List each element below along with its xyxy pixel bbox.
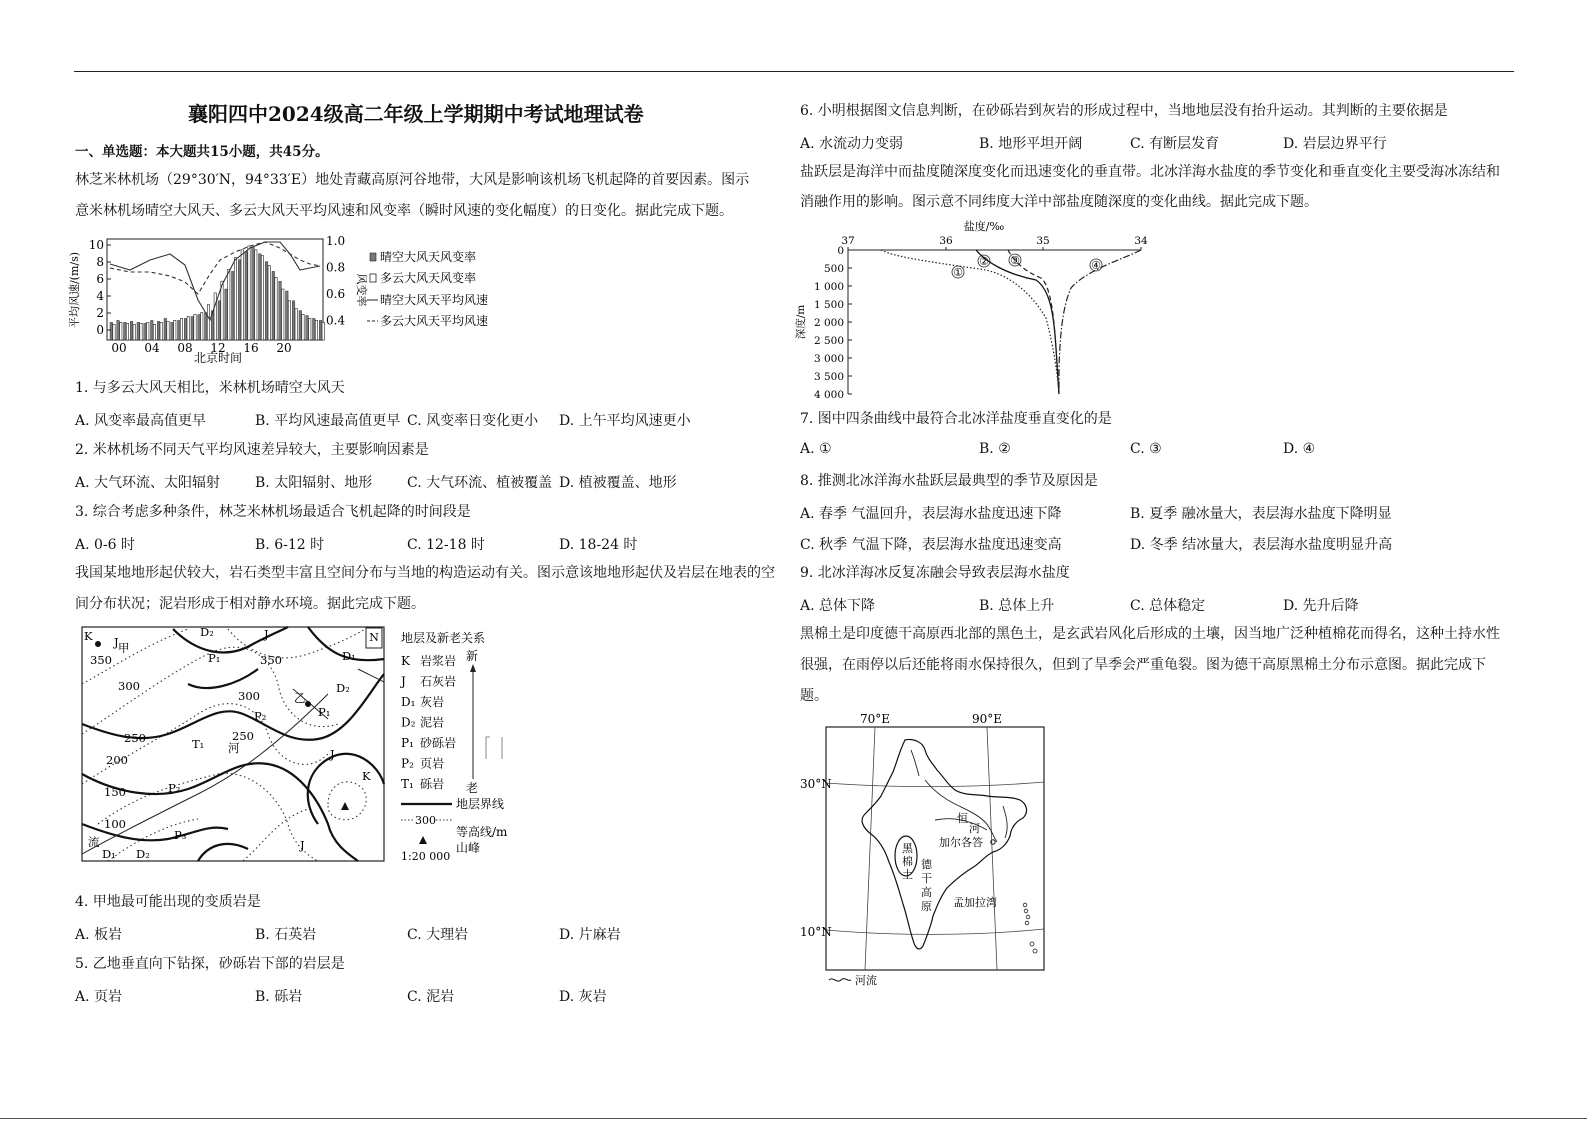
q2-stem: 2. 米林机场不同天气平均风速差异较大，主要影响因素是 [75, 442, 429, 458]
q4-option-d[interactable]: D. 片麻岩 [559, 927, 621, 943]
clear-variability-bar [171, 322, 174, 340]
north-label: N [369, 631, 379, 644]
label-bay-of-bengal: 孟加拉湾 [953, 896, 997, 909]
time-tick-label: 08 [177, 341, 193, 355]
clear-variability-bar [198, 315, 201, 340]
cloudy-variability-bar [255, 250, 257, 340]
depth-tick-label: 2 000 [813, 317, 844, 329]
map-label: 150 [104, 785, 126, 799]
map-label: J [300, 838, 305, 852]
depth-tick-label: 500 [823, 263, 844, 275]
q8-stem: 8. 推测北冰洋海水盐跃层最典型的季节及原因是 [800, 473, 1098, 489]
passage1-line1: 林芝米林机场（29°30′N，94°33′E）地处青藏高原河谷地带，大风是影响该机场飞机起降的首要因素。图示 [75, 172, 750, 188]
salinity-tick-label: 35 [1036, 235, 1050, 247]
q1-option-c[interactable]: C. 风变率日变化更小 [407, 413, 539, 429]
cloudy-variability-bar [187, 316, 189, 340]
legend-clear-variability: 晴空大风天风变率 [380, 250, 477, 264]
header-rule [74, 71, 1514, 72]
map-label: 乙 [294, 691, 306, 705]
cloudy-variability-bar [153, 324, 155, 340]
label-kolkata: 加尔各答 [939, 836, 983, 849]
label-gan: 干 [921, 872, 932, 885]
layer-name: 灰岩 [420, 695, 445, 709]
legend-title: 地层及新老关系 [401, 631, 486, 645]
page-title: 襄阳四中2024级高二年级上学期期中考试地理试卷 [188, 102, 644, 126]
cloudy-variability-bar [261, 256, 263, 340]
q2-option-a[interactable]: A. 大气环流、太阳辐射 [75, 475, 221, 491]
layer-code: P₁ [401, 736, 414, 750]
clear-variability-bar [178, 320, 181, 340]
right-tick-label: 0.4 [326, 313, 346, 328]
clear-variability-bar [191, 316, 194, 340]
map-label: 河 [228, 741, 240, 755]
cloudy-variability-bar [275, 277, 277, 340]
clear-variability-bar [110, 322, 113, 340]
map-label: 250 [232, 729, 254, 743]
cloudy-variability-bar [140, 323, 142, 340]
q1-stem: 1. 与多云大风天相比，米林机场晴空大风天 [75, 380, 345, 396]
time-tick-label: 12 [210, 341, 226, 355]
legend-contour-sample: 300 [415, 814, 436, 827]
q3-option-b[interactable]: B. 6-12 时 [255, 537, 325, 553]
depth-tick-label: 0 [837, 245, 844, 257]
q7-option-b[interactable]: B. ② [979, 441, 1011, 457]
legend-new: 新 [466, 649, 479, 663]
salinity-chart [796, 218, 1156, 404]
depth-tick-label: 4 000 [813, 389, 844, 401]
map-label: T₁ [192, 737, 205, 751]
clear-variability-bar [164, 318, 167, 340]
layer-code: D₁ [401, 695, 416, 709]
clear-variability-bar [252, 247, 255, 340]
clear-variability-bar [299, 311, 302, 340]
clear-variability-bar [259, 254, 262, 340]
q3-stem: 3. 综合考虑多种条件，林芝米林机场最适合飞机起降的时间段是 [75, 504, 471, 520]
q4-option-b[interactable]: B. 石英岩 [255, 927, 317, 943]
cloudy-variability-bar [147, 322, 149, 340]
layer-code: J [401, 674, 406, 689]
clear-variability-bar [319, 320, 322, 340]
cloudy-variability-bar [268, 266, 270, 340]
clear-variability-bar [117, 320, 120, 340]
q3-option-a[interactable]: A. 0-6 时 [75, 537, 136, 553]
map-label: J [330, 747, 335, 761]
salinity-tick-label: 34 [1134, 235, 1148, 247]
lat-10-label: 10°N [800, 925, 832, 939]
q4-stem: 4. 甲地最可能出现的变质岩是 [75, 894, 261, 910]
layer-name: 石灰岩 [420, 674, 457, 689]
india-map [800, 710, 1075, 995]
clear-variability-bar [238, 260, 241, 340]
q2-option-c[interactable]: C. 大气环流、植被覆盖 [407, 475, 553, 491]
map-label: K [84, 629, 93, 643]
q9-stem: 9. 北冰洋海冰反复冻融会导致表层海水盐度 [800, 565, 1070, 581]
cloudy-variability-bar [322, 322, 324, 340]
cloudy-variability-bar [113, 324, 115, 340]
clear-variability-bar [218, 301, 221, 340]
clear-variability-bar [151, 320, 154, 340]
map-label: 350 [90, 653, 112, 667]
cloudy-variability-bar [228, 269, 230, 340]
label-he: 河 [969, 822, 980, 835]
q1-option-a[interactable]: A. 风变率最高值更早 [75, 413, 207, 429]
clear-variability-bar [225, 289, 228, 340]
cloudy-variability-bar [133, 324, 135, 340]
section-heading: 一、单选题：本大题共15小题，共45分。 [75, 144, 329, 160]
clear-variability-bar [144, 323, 147, 340]
right-tick-label: 0.8 [326, 260, 346, 275]
q5-option-d[interactable]: D. 灰岩 [559, 989, 607, 1005]
lon-70-label: 70°E [859, 712, 891, 726]
curve-2-label: ② [979, 255, 989, 268]
q4-option-c[interactable]: C. 大理岩 [407, 927, 469, 943]
q7-option-d[interactable]: D. ④ [1283, 441, 1316, 457]
q7-stem: 7. 图中四条曲线中最符合北冰洋盐度垂直变化的是 [800, 411, 1112, 427]
cloudy-variability-bar [194, 315, 196, 340]
clear-variability-bar [306, 316, 309, 341]
passage1-line2: 意米林机场晴空大风天、多云大风天平均风速和风变率（瞬时风速的变化幅度）的日变化。据此完成下题。 [75, 203, 733, 219]
lon-90-label: 90°E [971, 712, 1003, 726]
q7-option-a[interactable]: A. ① [800, 441, 832, 457]
left-tick-label: 0 [96, 323, 104, 337]
cloudy-variability-bar [288, 301, 290, 340]
clear-variability-bar [232, 271, 235, 340]
clear-variability-bar [184, 318, 187, 340]
layer-code: T₁ [401, 777, 414, 791]
q6-option-a[interactable]: A. 水流动力变弱 [800, 136, 904, 152]
q4-option-a[interactable]: A. 板岩 [75, 927, 123, 943]
wind-chart [70, 230, 510, 370]
salinity-tick-label: 36 [939, 235, 953, 247]
label-heng: 恒 [957, 812, 968, 825]
q2-option-d[interactable]: D. 植被覆盖、地形 [559, 475, 677, 491]
cloudy-variability-bar [295, 309, 297, 340]
map-label: J [114, 635, 119, 649]
map-label: P₃ [174, 828, 187, 842]
depth-tick-label: 2 500 [813, 335, 844, 347]
depth-tick-label: 3 500 [813, 371, 844, 383]
cloudy-variability-bar [160, 322, 162, 340]
map-label: 甲 [118, 641, 130, 655]
map-label: 200 [106, 753, 128, 767]
clear-variability-bar [265, 262, 268, 340]
cloudy-variability-bar [120, 322, 122, 340]
cloudy-variability-bar [241, 250, 243, 340]
map-label: 300 [118, 679, 140, 693]
label-tu: 土 [902, 868, 913, 881]
q5-stem: 5. 乙地垂直向下钻探，砂砾岩下部的岩层是 [75, 956, 345, 972]
map-label: D₂ [200, 625, 214, 639]
legend-old: 老 [466, 781, 479, 795]
map-label: D₁ [102, 847, 116, 861]
map-label: 250 [124, 731, 146, 745]
q5-option-a[interactable]: A. 页岩 [75, 989, 123, 1005]
salinity-tick-label: 37 [841, 235, 855, 247]
variability-axis-label: 风变率 [355, 273, 368, 307]
cloudy-variability-bar [201, 313, 203, 340]
salinity-axis-label: 盐度/‰ [963, 220, 1005, 233]
layer-name: 砾岩 [420, 777, 445, 791]
layer-code: D₂ [401, 715, 416, 730]
layer-name: 砂砾岩 [420, 736, 457, 750]
label-mian: 棉 [902, 855, 913, 868]
clear-variability-bar [205, 313, 208, 340]
label-yuan: 原 [921, 900, 932, 913]
clear-variability-bar [157, 321, 160, 340]
q8-option-d[interactable]: D. 冬季 结冰量大，表层海水盐度明显升高 [1130, 537, 1393, 553]
map-label: P₂ [254, 709, 267, 723]
q9-option-d[interactable]: D. 先升后降 [1283, 598, 1359, 614]
layer-code: P₂ [401, 756, 414, 771]
cloudy-variability-bar [221, 281, 223, 340]
cloudy-variability-bar [174, 320, 176, 340]
clear-variability-bar [272, 271, 275, 340]
q3-option-d[interactable]: D. 18-24 时 [559, 537, 638, 553]
passage3-line2: 消融作用的影响。图示意不同纬度大洋中部盐度随深度的变化曲线。据此完成下题。 [800, 194, 1318, 210]
curve-4-label: ④ [1091, 259, 1101, 272]
cloudy-variability-bar [248, 246, 250, 340]
cloudy-variability-bar [315, 320, 317, 340]
legend-cloudy-speed: 多云大风天平均风速 [380, 314, 489, 328]
layer-name: 泥岩 [420, 715, 445, 730]
map-label: D₁ [342, 649, 356, 663]
q9-option-c[interactable]: C. 总体稳定 [1130, 598, 1206, 614]
q8-option-a[interactable]: A. 春季 气温回升，表层海水盐度迅速下降 [800, 506, 1062, 522]
clear-variability-bar [292, 301, 295, 340]
depth-tick-label: 3 000 [813, 353, 844, 365]
map-scale: 1:20 000 [401, 850, 451, 863]
cloudy-variability-bar [234, 258, 236, 340]
passage4-line2: 很强，在雨停以后还能将雨水保持很久，但到了旱季会严重龟裂。图为德干高原黑棉土分布示意图。据此完成下 [800, 657, 1486, 673]
label-gao: 高 [921, 886, 932, 899]
cloudy-variability-bar [126, 323, 128, 340]
map-label: 300 [238, 689, 260, 703]
cloudy-variability-bar [180, 318, 182, 340]
map-label: 350 [260, 653, 282, 667]
q6-stem: 6. 小明根据图文信息判断，在砂砾岩到灰岩的形成过程中，当地地层没有抬升运动。其判断的主要依据是 [800, 103, 1448, 119]
passage3-line1: 盐跃层是海洋中而盐度随深度变化而迅速变化的垂直带。北冰洋海水盐度的季节变化和垂直变化主要受海冰冻结和 [800, 164, 1500, 180]
right-tick-label: 1.0 [326, 234, 346, 248]
cloudy-variability-bar [207, 305, 209, 340]
q6-option-b[interactable]: B. 地形平坦开阔 [979, 136, 1083, 152]
cloudy-variability-bar [309, 318, 311, 340]
map-label: P₂ [168, 781, 181, 795]
clear-variability-bar [245, 252, 248, 340]
cloudy-variability-bar [282, 289, 284, 340]
left-tick-label: 2 [96, 306, 104, 320]
time-tick-label: 04 [144, 341, 160, 355]
map-label: D₂ [136, 847, 150, 861]
clear-variability-bar [124, 322, 127, 340]
map-label: 100 [104, 817, 126, 831]
time-tick-label: 20 [276, 341, 292, 355]
q8-option-c[interactable]: C. 秋季 气温下降，表层海水盐度迅速变高 [800, 537, 1062, 553]
left-tick-label: 6 [96, 272, 104, 286]
time-axis-label: 北京时间 [193, 351, 243, 365]
passage2-line2: 间分布状况；泥岩形成于相对静水环境。据此完成下题。 [75, 596, 425, 612]
label-hei: 黑 [902, 842, 913, 855]
q1-option-d[interactable]: D. 上午平均风速更小 [559, 413, 691, 429]
q8-option-b[interactable]: B. 夏季 融冰量大，表层海水盐度下降明显 [1130, 506, 1392, 522]
q9-option-b[interactable]: B. 总体上升 [979, 598, 1055, 614]
q2-option-b[interactable]: B. 太阳辐射、地形 [255, 475, 373, 491]
depth-tick-label: 1 000 [813, 281, 844, 293]
q6-option-d[interactable]: D. 岩层边界平行 [1283, 136, 1387, 152]
map-label: P₁ [208, 651, 221, 665]
layer-name: 页岩 [420, 756, 445, 771]
left-tick-label: 4 [96, 289, 104, 303]
passage4-line1: 黑棉土是印度德干高原西北部的黑色土，是玄武岩风化后形成的土壤，因当地广泛种植棉花而得名，这种土持水性 [800, 626, 1500, 642]
clear-variability-bar [130, 321, 133, 340]
time-tick-label: 16 [243, 341, 259, 355]
layer-code: K [401, 654, 410, 668]
q3-option-c[interactable]: C. 12-18 时 [407, 537, 485, 553]
q7-option-c[interactable]: C. ③ [1130, 441, 1162, 457]
lat-30-label: 30°N [800, 777, 832, 791]
right-tick-label: 0.6 [326, 287, 346, 301]
footer-rule [0, 1118, 1587, 1119]
left-tick-label: 8 [96, 255, 104, 269]
map-label: J [264, 627, 269, 641]
legend-peak: 山峰 [456, 841, 481, 855]
curve-3-label: ③ [1010, 254, 1020, 267]
wind-speed-axis-label: 平均风速/(m/s) [68, 251, 81, 329]
q6-option-c[interactable]: C. 有断层发育 [1130, 136, 1220, 152]
passage2-line1: 我国某地地形起伏较大，岩石类型丰富且空间分布与当地的构造运动有关。图示意该地地形起伏及岩层在地表的空 [75, 565, 775, 581]
legend-clear-speed: 晴空大风天平均风速 [380, 293, 489, 307]
curve-1-label: ① [953, 266, 963, 279]
map-label: K [362, 769, 371, 783]
clear-variability-bar [279, 281, 282, 340]
q5-option-c[interactable]: C. 泥岩 [407, 989, 455, 1005]
q5-option-b[interactable]: B. 砾岩 [255, 989, 303, 1005]
legend-river: 河流 [855, 974, 877, 987]
map-label: 流 [88, 835, 100, 849]
cloudy-variability-bar [167, 321, 169, 340]
legend-cloudy-variability: 多云大风天风变率 [380, 271, 477, 285]
depth-tick-label: 1 500 [813, 299, 844, 311]
q1-option-b[interactable]: B. 平均风速最高值更早 [255, 413, 401, 429]
time-tick-label: 00 [111, 341, 127, 355]
clear-variability-bar [313, 318, 316, 340]
q9-option-a[interactable]: A. 总体下降 [800, 598, 876, 614]
clear-variability-bar [286, 291, 289, 340]
passage4-line3: 题。 [800, 688, 828, 704]
legend-boundary: 地层界线 [456, 797, 505, 811]
label-de: 德 [921, 858, 932, 871]
left-tick-label: 10 [88, 238, 104, 252]
layer-name: 岩浆岩 [420, 654, 457, 668]
depth-axis-label: 深度/m [795, 304, 807, 340]
map-label: P₁ [318, 705, 331, 719]
cloudy-variability-bar [214, 293, 216, 340]
map-label: D₂ [336, 681, 350, 695]
geologic-map [78, 624, 518, 864]
clear-variability-bar [137, 322, 140, 340]
legend-contour: 等高线/m [456, 825, 508, 839]
cloudy-variability-bar [302, 315, 304, 340]
